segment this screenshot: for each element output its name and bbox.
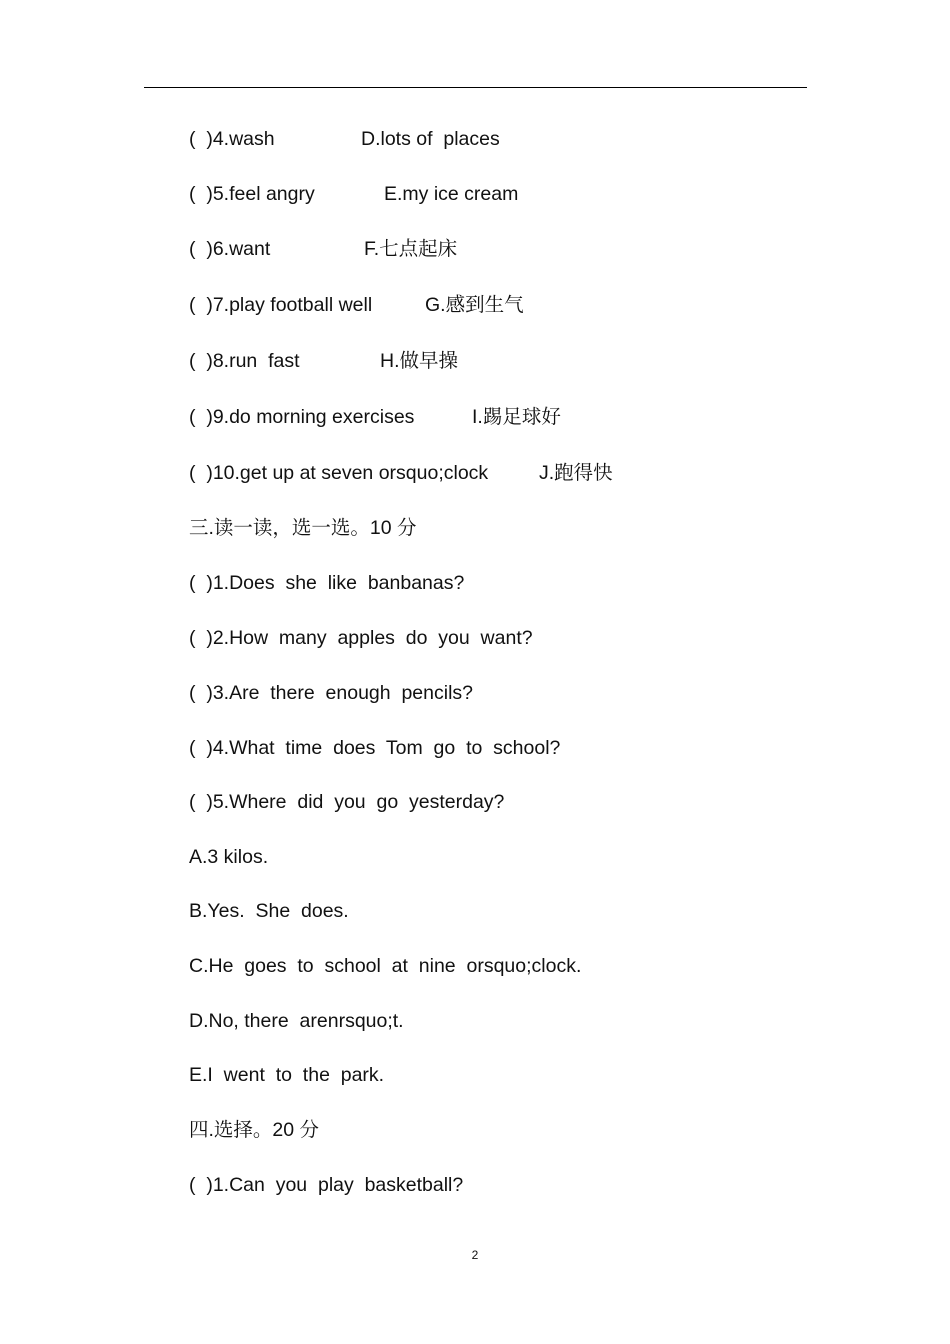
matching-option-e: E.my ice cream <box>384 183 519 205</box>
answer-option: E.I went to the park. <box>189 1064 385 1086</box>
matching-option-d: D.lots of places <box>361 128 500 150</box>
question-item: ( )4.What time does Tom go to school? <box>189 737 561 759</box>
matching-item-8: ( )8.run fast <box>189 350 300 372</box>
matching-item-10: ( )10.get up at seven orsquo;clock <box>189 462 489 484</box>
matching-option-g: G.感到生气 <box>425 294 524 316</box>
matching-item-5: ( )5.feel angry <box>189 183 315 205</box>
matching-item-6: ( )6.want <box>189 238 271 260</box>
answer-option: C.He goes to school at nine orsquo;clock. <box>189 955 582 977</box>
matching-option-j: J.跑得快 <box>539 462 613 484</box>
question-item: ( )5.Where did you go yesterday? <box>189 791 505 813</box>
question-item: ( )1.Can you play basketball? <box>189 1174 464 1196</box>
section-4-heading: 四.选择。20 分 <box>189 1119 320 1141</box>
matching-item-9: ( )9.do morning exercises <box>189 406 415 428</box>
matching-option-f: F.七点起床 <box>364 238 458 260</box>
header-rule <box>144 87 807 88</box>
question-item: ( )3.Are there enough pencils? <box>189 682 473 704</box>
page-number: 2 <box>471 1248 479 1262</box>
question-item: ( )2.How many apples do you want? <box>189 627 533 649</box>
matching-option-i: I.踢足球好 <box>472 406 561 428</box>
section-3-heading: 三.读一读，选一选。10 分 <box>189 517 417 539</box>
matching-item-4: ( )4.wash <box>189 128 275 150</box>
answer-option: B.Yes. She does. <box>189 900 349 922</box>
question-item: ( )1.Does she like banbanas? <box>189 572 465 594</box>
matching-item-7: ( )7.play football well <box>189 294 373 316</box>
matching-option-h: H.做早操 <box>380 350 459 372</box>
answer-option: D.No, there arenrsquo;t. <box>189 1010 404 1032</box>
answer-option: A.3 kilos. <box>189 846 269 868</box>
